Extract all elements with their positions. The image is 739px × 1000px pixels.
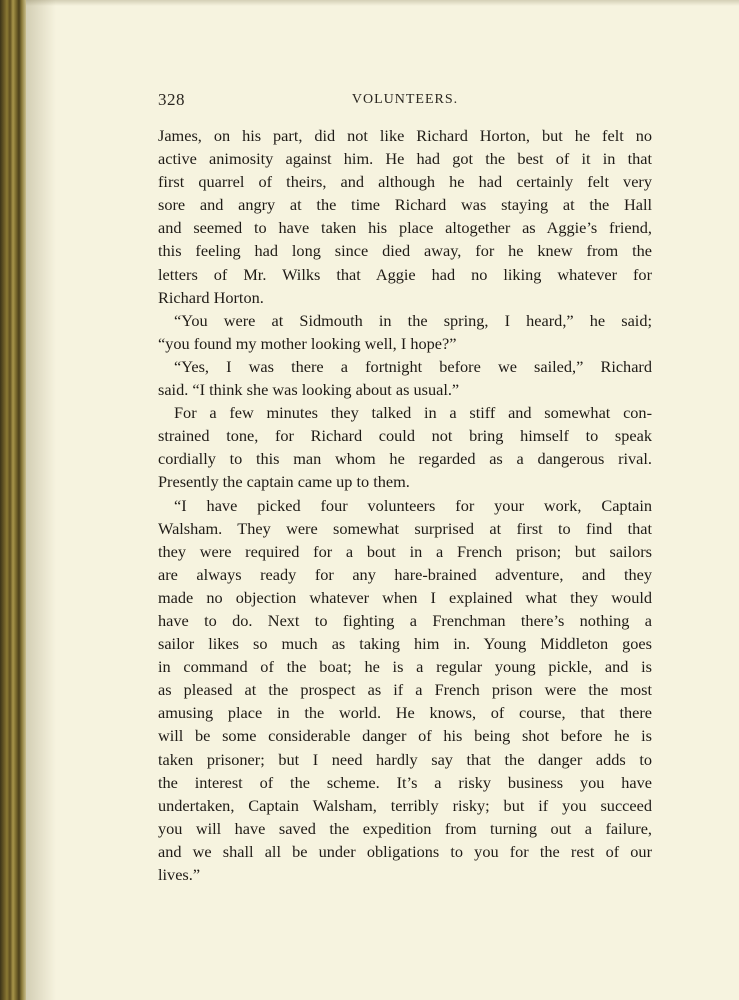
text-line: “I have picked four volunteers for your work, Captain: [174, 495, 652, 515]
text-line: are always ready for any hare-brained adventure, and they: [158, 564, 652, 584]
text-line: first quarrel of theirs, and although he had certainly felt very: [158, 172, 652, 192]
text-line: “Yes, I was there a fortnight before we sailed,” Richard: [174, 356, 652, 376]
text-line: and seemed to have taken his place altogether as Aggie’s friend,: [158, 218, 652, 238]
text-line: amusing place in the world. He knows, of course, that there: [158, 703, 652, 723]
text-line: taken prisoner; but I need hardly say that the danger adds to: [158, 749, 652, 769]
text-line: the interest of the scheme. It’s a risky business you have: [158, 772, 652, 792]
text-line: have to do. Next to fighting a Frenchman there’s nothing a: [158, 610, 652, 630]
text-line: Richard Horton.: [158, 287, 264, 307]
text-line: will be some considerable danger of his being shot before he is: [158, 726, 652, 746]
text-line: and we shall all be under obligations to you for the rest of our: [158, 841, 652, 861]
running-head: [158, 90, 652, 112]
text-line: “You were at Sidmouth in the spring, I heard,” he said;: [174, 310, 652, 330]
text-line: made no objection whatever when I explained what they would: [158, 587, 652, 607]
text-line: sailor likes so much as taking him in. Young Middleton goes: [158, 634, 652, 654]
text-line: Presently the captain came up to them.: [158, 472, 410, 492]
text-line: Walsham. They were somewhat surprised at first to find that: [158, 518, 652, 538]
text-line: you will have saved the expedition from turning out a failure,: [158, 818, 652, 838]
text-line: said. “I think she was looking about as usual.”: [158, 380, 460, 400]
text-line: this feeling had long since died away, for he knew from the: [158, 241, 652, 261]
text-line: strained tone, for Richard could not bring himself to speak: [158, 426, 652, 446]
text-line: lives.”: [158, 865, 201, 884]
text-line: active animosity against him. He had got the best of it in that: [158, 149, 652, 169]
text-line: sore and angry at the time Richard was staying at the Hall: [158, 195, 652, 215]
text-line: undertaken, Captain Walsham, terribly risky; but if you succeed: [158, 795, 652, 815]
page-top-edge: [26, 0, 739, 6]
book-spine: [0, 0, 26, 1000]
text-line: they were required for a bout in a French prison; but sailors: [158, 541, 652, 561]
text-line: “you found my mother looking well, I hope?”: [158, 333, 457, 353]
body-text: [158, 124, 652, 886]
text-line: For a few minutes they talked in a stiff and somewhat con-: [174, 403, 652, 423]
text-line: letters of Mr. Wilks that Aggie had no liking whatever for: [158, 264, 652, 284]
running-title: VOLUNTEERS.: [351, 92, 459, 107]
text-line: in command of the boat; he is a regular young pickle, and is: [158, 657, 652, 677]
text-line: as pleased at the prospect as if a French prison were the most: [158, 680, 652, 700]
text-line: cordially to this man whom he regarded as a dangerous rival.: [158, 449, 652, 469]
gutter-shadow: [26, 0, 56, 1000]
page-number: 328: [158, 90, 185, 109]
text-line: James, on his part, did not like Richard Horton, but he felt no: [158, 126, 652, 145]
